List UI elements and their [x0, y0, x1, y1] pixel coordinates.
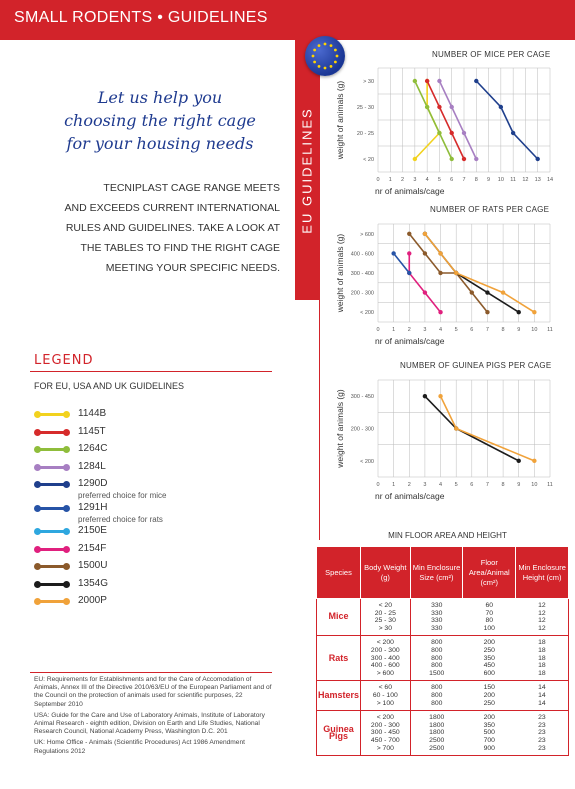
page-title: SMALL RODENTS • GUIDELINES — [14, 9, 268, 26]
x-axis-label: nr of animals/cage — [375, 491, 445, 501]
tagline-line-1: Let us help you — [97, 88, 223, 107]
x-tick-label: 6 — [470, 482, 474, 488]
x-tick-label: 7 — [485, 327, 489, 333]
floor-area-cell: 150 200 250 — [463, 681, 516, 711]
enclosure-size-cell: 330 330 330 330 — [410, 599, 463, 636]
y-tick-label: > 30 — [363, 79, 374, 85]
data-point — [438, 251, 442, 255]
legend-note: preferred choice for mice — [78, 491, 167, 500]
data-point — [517, 310, 521, 314]
header-min-height: Min Enclosure Height (cm) — [516, 547, 569, 599]
legend-title: LEGEND — [34, 353, 94, 368]
tagline-line-3: for your housing needs — [66, 134, 254, 153]
data-point — [438, 271, 442, 275]
footnotes-divider — [30, 672, 272, 673]
legend-swatch — [36, 548, 68, 551]
x-tick-label: 0 — [376, 327, 380, 333]
x-tick-label: 3 — [413, 177, 417, 183]
y-tick-label: 25 - 30 — [356, 105, 374, 111]
y-tick-label: 200 - 300 — [350, 426, 374, 433]
x-tick-label: 10 — [497, 177, 504, 183]
data-point — [437, 105, 441, 109]
x-tick-label: 11 — [547, 482, 553, 488]
legend-label: 1145T — [78, 425, 106, 437]
x-tick-label: 3 — [423, 482, 427, 488]
data-point — [407, 232, 411, 236]
x-tick-label: 14 — [546, 177, 554, 183]
data-point — [511, 131, 515, 135]
legend-swatch — [36, 431, 68, 434]
x-tick-label: 12 — [522, 177, 529, 183]
eu-star — [313, 61, 316, 64]
floor-area-table — [316, 546, 569, 756]
x-tick-label: 4 — [439, 327, 443, 333]
legend-label: 1500U — [78, 560, 108, 571]
data-point — [450, 157, 454, 161]
header-species: Species — [317, 547, 361, 599]
legend-swatch — [36, 466, 68, 469]
footnote-uk: UK: Home Office - Animals (Scientific Procedures) Act 1986 Amendment Regulations 2012 — [34, 739, 245, 755]
x-tick-label: 10 — [531, 327, 538, 333]
legend-subtitle: FOR EU, USA AND UK GUIDELINES — [34, 381, 185, 391]
legend-label: 1290D — [78, 478, 108, 489]
eu-star — [330, 44, 333, 47]
x-tick-label: 8 — [501, 327, 505, 333]
data-point — [462, 131, 466, 135]
guinea-pigs-chart — [330, 372, 575, 505]
legend-swatch — [36, 507, 68, 510]
eu-star — [312, 55, 315, 58]
x-tick-label: 0 — [376, 177, 380, 183]
body-weight-cell: < 200 200 - 300 300 - 450 450 - 700 > 700 — [360, 711, 410, 756]
rats-chart — [330, 216, 575, 350]
species-cell: Hamsters — [317, 681, 361, 711]
data-point — [423, 251, 427, 255]
x-tick-label: 5 — [437, 177, 441, 183]
y-tick-label: 200 - 300 — [350, 290, 374, 297]
footnote-eu: EU: Requirements for Establishments and for the Care of Accomodation of Animals, Annex III of the Directive 2010/63/EU of the European Parliament and of the Council on the protection of animals used for scientific purposes, 22 September 2010 — [34, 676, 272, 708]
height-cell: 23 23 23 23 23 — [516, 711, 569, 756]
body-weight-cell: < 200 200 - 300 300 - 400 400 - 600 > 600 — [360, 636, 410, 681]
x-axis-label: nr of animals/cage — [375, 336, 445, 346]
data-point — [437, 131, 441, 135]
legend-label: 1144B — [78, 408, 107, 419]
height-cell: 12 12 12 12 — [516, 599, 569, 636]
legend-label: 2154F — [78, 542, 107, 554]
data-point — [425, 79, 429, 83]
x-tick-label: 6 — [470, 327, 474, 333]
header-floor-area: Floor Area/Animal (cm²) — [463, 547, 516, 599]
species-cell: Mice — [317, 599, 361, 636]
legend-label: 1354G — [78, 577, 109, 589]
floor-area-cell: 200 350 500 700 900 — [463, 711, 516, 756]
body-weight-cell: < 20 20 - 25 25 - 30 > 30 — [360, 599, 410, 636]
eu-star — [336, 55, 339, 58]
mice-chart-title: NUMBER OF MICE PER CAGE — [432, 50, 551, 59]
x-tick-label: 9 — [517, 482, 521, 488]
data-point — [501, 290, 505, 294]
divider-line — [319, 40, 320, 540]
y-axis-label: weight of animals (g) — [335, 389, 345, 468]
y-axis-label: weight of animals (g) — [335, 80, 345, 160]
data-point — [517, 459, 521, 463]
eu-star — [318, 44, 321, 47]
data-point — [413, 79, 417, 83]
species-cell: Guinea Pigs — [317, 711, 361, 756]
footnotes — [34, 676, 274, 759]
legend-swatch — [36, 448, 68, 451]
x-tick-label: 4 — [439, 482, 443, 488]
legend-swatch — [36, 483, 68, 486]
y-tick-label: > 600 — [360, 231, 374, 238]
data-point — [485, 290, 489, 294]
x-tick-label: 3 — [423, 327, 427, 333]
table-row — [317, 681, 569, 711]
x-tick-label: 8 — [501, 482, 505, 488]
intro-line-1: TECNIPLAST CAGE RANGE MEETS — [103, 182, 280, 194]
table-row — [317, 711, 569, 756]
data-point — [407, 251, 411, 255]
data-point — [450, 131, 454, 135]
species-cell: Rats — [317, 636, 361, 681]
rats-chart-title: NUMBER OF RATS PER CAGE — [430, 205, 550, 214]
data-point — [391, 251, 395, 255]
x-tick-label: 11 — [510, 177, 517, 183]
eu-star — [324, 67, 327, 70]
guinea-pigs-chart-title: NUMBER OF GUINEA PIGS PER CAGE — [400, 361, 552, 370]
x-tick-label: 1 — [388, 177, 392, 183]
x-tick-label: 2 — [407, 482, 411, 488]
legend-label: 1291H — [78, 501, 108, 513]
floor-area-cell: 200 250 350 450 600 — [463, 636, 516, 681]
enclosure-size-cell: 800 800 800 800 1500 — [410, 636, 463, 681]
x-tick-label: 5 — [454, 482, 458, 488]
x-tick-label: 1 — [392, 482, 396, 488]
data-point — [454, 271, 458, 275]
x-tick-label: 7 — [462, 177, 466, 183]
data-point — [437, 79, 441, 83]
data-point — [454, 426, 458, 430]
data-point — [423, 394, 427, 398]
data-point — [532, 310, 536, 314]
data-point — [499, 105, 503, 109]
y-tick-label: 300 - 400 — [350, 271, 374, 277]
x-tick-label: 13 — [534, 177, 541, 183]
legend-label: 1264C — [78, 443, 108, 454]
x-tick-label: 0 — [376, 482, 380, 488]
tagline-line-2: choosing the right cage — [64, 111, 256, 130]
y-axis-label: weight of animals (g) — [335, 233, 345, 313]
legend-label: 2150E — [78, 525, 107, 536]
data-point — [438, 394, 442, 398]
data-point — [536, 157, 540, 161]
data-point — [532, 459, 536, 463]
header-body-weight: Body Weight (g) — [360, 547, 410, 599]
footnote-usa: USA: Guide for the Care and Use of Laboratory Animals, Institute of Laboratory Animal Research - eighth edition, Division on Earth and Life Studies, National Research Council, National Academy Press, Washington D.C. 201 — [34, 711, 265, 736]
x-tick-label: 9 — [487, 177, 491, 183]
data-point — [438, 310, 442, 314]
body-weight-cell: < 60 60 - 100 > 100 — [360, 681, 410, 711]
legend-label: 1284L — [78, 460, 106, 472]
mice-chart — [330, 60, 575, 200]
legend-swatch — [36, 413, 68, 416]
legend-note: preferred choice for rats — [78, 514, 163, 524]
x-tick-label: 7 — [485, 482, 489, 488]
y-tick-label: 300 - 450 — [350, 394, 374, 401]
x-axis-label: nr of animals/cage — [375, 186, 445, 196]
data-point — [474, 79, 478, 83]
x-tick-label: 2 — [407, 327, 411, 333]
intro-line-4: THE TABLES TO FIND THE RIGHT CAGE — [80, 242, 280, 254]
x-tick-label: 4 — [425, 177, 429, 183]
height-cell: 14 14 14 — [516, 681, 569, 711]
enclosure-size-cell: 800 800 800 — [410, 681, 463, 711]
enclosure-size-cell: 1800 1800 1800 2500 2500 — [410, 711, 463, 756]
x-tick-label: 9 — [517, 327, 521, 333]
intro-line-2: AND EXCEEDS CURRENT INTERNATIONAL — [64, 202, 280, 214]
table-row — [317, 599, 569, 636]
eu-star — [318, 65, 321, 68]
intro-line-3: RULES AND GUIDELINES. TAKE A LOOK AT — [65, 222, 280, 234]
data-point — [423, 290, 427, 294]
data-point — [425, 105, 429, 109]
x-tick-label: 10 — [531, 482, 538, 488]
eu-star — [324, 43, 327, 46]
data-point — [485, 310, 489, 314]
y-tick-label: 400 - 600 — [350, 251, 374, 258]
x-tick-label: 11 — [547, 327, 553, 333]
table-title: MIN FLOOR AREA AND HEIGHT — [388, 531, 507, 540]
x-tick-label: 6 — [450, 177, 454, 183]
y-tick-label: < 20 — [363, 157, 374, 163]
header-min-enclosure: Min Enclosure Size (cm²) — [410, 547, 463, 599]
y-tick-label: < 200 — [360, 458, 374, 465]
data-point — [413, 157, 417, 161]
data-point — [450, 105, 454, 109]
x-tick-label: 5 — [454, 327, 458, 333]
x-tick-label: 1 — [392, 327, 396, 333]
data-point — [470, 290, 474, 294]
y-tick-label: 20 - 25 — [356, 131, 374, 137]
data-point — [407, 271, 411, 275]
data-point — [462, 157, 466, 161]
height-cell: 18 18 18 18 18 — [516, 636, 569, 681]
series-line — [409, 234, 487, 312]
data-point — [423, 232, 427, 236]
sidebar-label: EU GUIDELINES — [299, 106, 315, 234]
table-row — [317, 636, 569, 681]
eu-star — [313, 49, 316, 52]
data-point — [474, 157, 478, 161]
legend-swatch — [36, 583, 68, 586]
eu-star — [334, 49, 337, 52]
floor-area-cell: 60 70 80 100 — [463, 599, 516, 636]
legend-swatch — [36, 600, 68, 603]
legend-label: 2000P — [78, 595, 107, 606]
intro-line-5: MEETING YOUR SPECIFIC NEEDS. — [105, 262, 280, 274]
x-tick-label: 8 — [474, 177, 478, 183]
legend-swatch — [36, 530, 68, 533]
y-tick-label: < 200 — [360, 310, 374, 317]
legend-divider — [30, 371, 272, 372]
x-tick-label: 2 — [401, 177, 405, 183]
legend-swatch — [36, 565, 68, 568]
